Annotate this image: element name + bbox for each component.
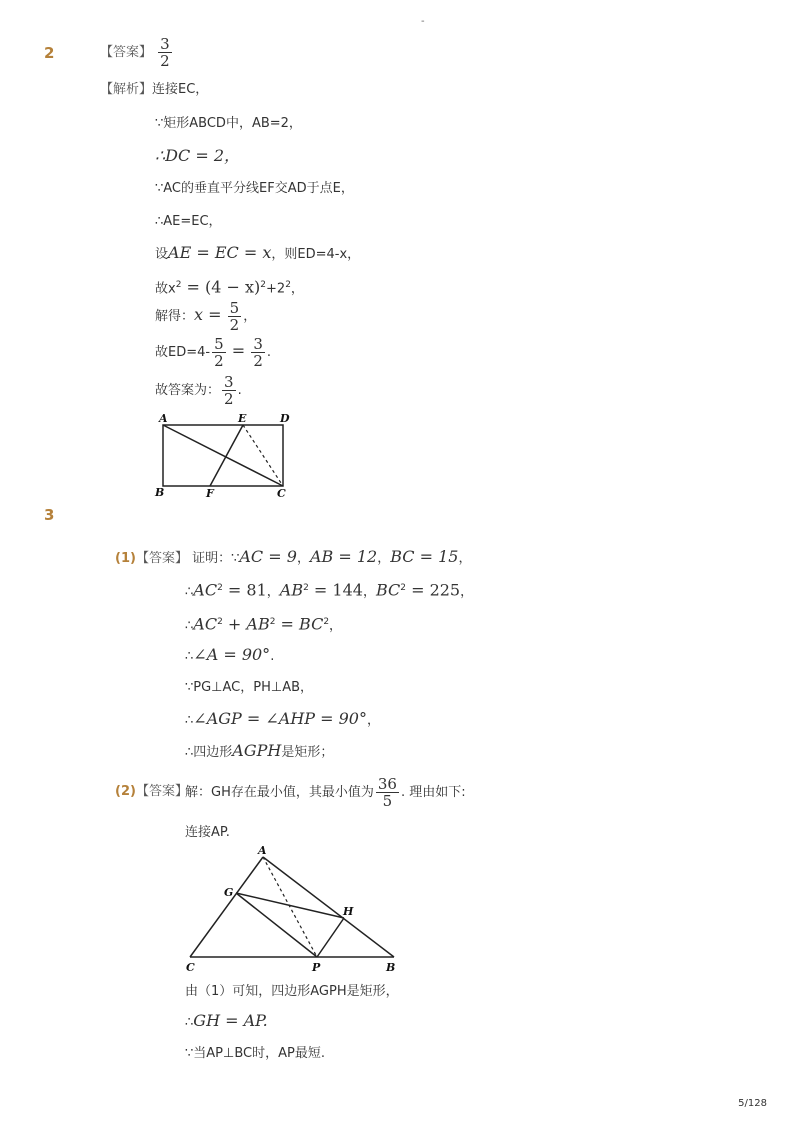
math-expr: = 81 <box>222 580 267 600</box>
step-line <box>185 645 274 667</box>
diagonal-ac <box>163 425 283 486</box>
question-number: 2 <box>44 44 55 62</box>
text: ∴四边形 <box>185 745 233 760</box>
text: 是矩形； <box>281 745 334 760</box>
math-expr: + AB <box>222 614 270 634</box>
side-ac <box>190 857 263 957</box>
label-b: B <box>386 961 396 974</box>
part1-row <box>115 547 471 569</box>
frac-den: 2 <box>253 352 263 370</box>
frac-den: 2 <box>229 316 240 334</box>
math-expr: AC = 9 <box>239 547 297 566</box>
step-line <box>185 1011 268 1033</box>
text: ∴ <box>185 649 194 664</box>
text: 解得： <box>155 309 195 324</box>
text: ， <box>460 584 474 600</box>
step-line: ∵AC的垂直平分线EF交AD于点E， <box>155 181 354 196</box>
text: ， <box>296 551 310 566</box>
analysis-tag: 【解析】 <box>100 82 153 97</box>
answer-tag: 【答案】 <box>135 784 188 799</box>
fraction <box>228 300 242 333</box>
text: ，则ED=4-x， <box>271 247 361 262</box>
text: . <box>270 649 275 664</box>
frac-den: 2 <box>160 52 170 70</box>
label-a: A <box>159 412 168 425</box>
frac-num: 5 <box>214 335 224 353</box>
frac-num: 5 <box>229 299 240 317</box>
text: 设 <box>155 247 169 262</box>
math-expr: AB <box>279 580 304 600</box>
step-line <box>185 741 333 763</box>
text: ， <box>329 618 343 634</box>
part-number: (1) <box>115 551 136 566</box>
segment-ec-dashed <box>243 425 283 486</box>
step-line <box>185 578 473 602</box>
text: ， <box>458 551 472 566</box>
analysis-intro: 连接EC， <box>152 82 209 97</box>
header-mark: - <box>421 16 425 27</box>
text: . <box>266 345 272 360</box>
fraction <box>376 776 399 809</box>
exponent: 2 <box>285 280 291 290</box>
label-p: P <box>312 961 321 974</box>
math-expr: BC = 15 <box>390 547 459 566</box>
label-b: B <box>155 486 165 499</box>
math-expr: GH = AP. <box>193 1011 268 1030</box>
answer-fraction <box>158 36 172 69</box>
question-number: 3 <box>44 506 55 524</box>
fraction <box>251 336 265 369</box>
math-expr: = (4 − x) <box>181 277 261 297</box>
text: ∴ <box>185 713 194 728</box>
step-line <box>155 336 271 369</box>
step-line: ∴AE=EC， <box>155 214 222 229</box>
math-expr: AGPH <box>232 741 282 760</box>
text: . <box>237 383 242 398</box>
label-c: C <box>186 961 195 974</box>
segment-ap-dashed <box>263 857 317 957</box>
label-d: D <box>280 412 290 425</box>
exponent: 2 <box>217 617 223 627</box>
side-ab <box>263 857 394 957</box>
answer-row <box>100 36 174 69</box>
text: ∴ <box>185 618 194 634</box>
step-line: 连接AP. <box>185 825 230 840</box>
frac-num: 3 <box>224 373 234 391</box>
math-expr: = 144 <box>308 580 363 600</box>
label-g: G <box>224 886 234 899</box>
frac-den: 2 <box>224 390 234 408</box>
math-expr: = 225 <box>405 580 461 600</box>
text: +2 <box>266 281 286 297</box>
page-number: 5/128 <box>738 1098 767 1109</box>
frac-num: 36 <box>377 775 397 793</box>
text: 故答案为： <box>155 383 221 398</box>
label-a: A <box>258 844 267 857</box>
math-expr: x = <box>194 305 222 324</box>
step-line: ∵当AP⊥BC时，AP最短. <box>185 1046 325 1061</box>
part2-row <box>115 782 188 802</box>
text: ， <box>362 584 376 600</box>
rectangle-figure <box>150 410 300 500</box>
text: 故x <box>155 281 176 297</box>
math-expr: ∠A = 90° <box>193 645 271 664</box>
text: . 理由如下: <box>400 785 466 800</box>
math-expr: AE = EC = x <box>168 243 272 262</box>
math-expr: ∠AGP = ∠AHP = 90° <box>193 709 367 728</box>
text: ∴ <box>185 584 194 600</box>
triangle-figure <box>180 840 410 980</box>
step-line <box>185 709 380 731</box>
exponent: 2 <box>303 583 309 593</box>
answer-tag: 【答案】 <box>135 551 188 566</box>
step-line <box>155 300 256 333</box>
step-line: ∵PG⊥AC，PH⊥AB， <box>185 680 314 695</box>
frac-num: 3 <box>253 335 263 353</box>
part-number: (2) <box>115 784 136 799</box>
step-line <box>155 146 240 168</box>
math-expr: AC <box>193 580 218 600</box>
step-line <box>155 275 304 299</box>
text: 证明：∵ <box>192 551 240 566</box>
label-e: E <box>238 412 247 425</box>
segment-ef <box>210 425 243 486</box>
segment-ph <box>317 918 344 957</box>
text: 解：GH存在最小值，其最小值为 <box>185 785 374 800</box>
text: ， <box>266 584 280 600</box>
fraction <box>222 374 236 407</box>
math-expr: BC <box>375 580 401 600</box>
step-line <box>155 374 242 407</box>
math-expr: AC <box>193 614 218 634</box>
text: ∴ <box>185 1015 194 1030</box>
step-line: ∵矩形ABCD中，AB=2， <box>155 116 302 131</box>
fraction <box>212 336 226 369</box>
text: 故ED=4- <box>155 345 211 360</box>
math-expr: AB = 12 <box>309 547 378 566</box>
exponent: 2 <box>175 280 182 290</box>
math-expr: ∴DC = 2， <box>155 146 241 165</box>
analysis-row <box>100 80 208 100</box>
equals-sign: = <box>231 341 246 360</box>
frac-num: 3 <box>160 35 170 53</box>
label-h: H <box>343 905 354 918</box>
text: ， <box>366 713 380 728</box>
exponent: 2 <box>217 583 223 593</box>
frac-den: 2 <box>214 352 224 370</box>
text: ， <box>377 551 391 566</box>
frac-den: 5 <box>376 792 399 809</box>
label-f: F <box>206 487 214 500</box>
exponent: 2 <box>269 617 276 627</box>
exponent: 2 <box>400 583 406 593</box>
exponent: 2 <box>260 280 267 290</box>
step-line <box>185 612 342 636</box>
exponent: 2 <box>323 617 330 627</box>
text: ， <box>243 309 257 324</box>
math-expr: = BC <box>275 614 324 634</box>
step-line <box>155 243 360 265</box>
step-line <box>185 776 466 809</box>
step-line: 由（1）可知，四边形AGPH是矩形， <box>185 984 399 999</box>
text: ， <box>290 281 304 297</box>
answer-tag: 【答案】 <box>100 45 153 60</box>
label-c: C <box>277 487 286 500</box>
